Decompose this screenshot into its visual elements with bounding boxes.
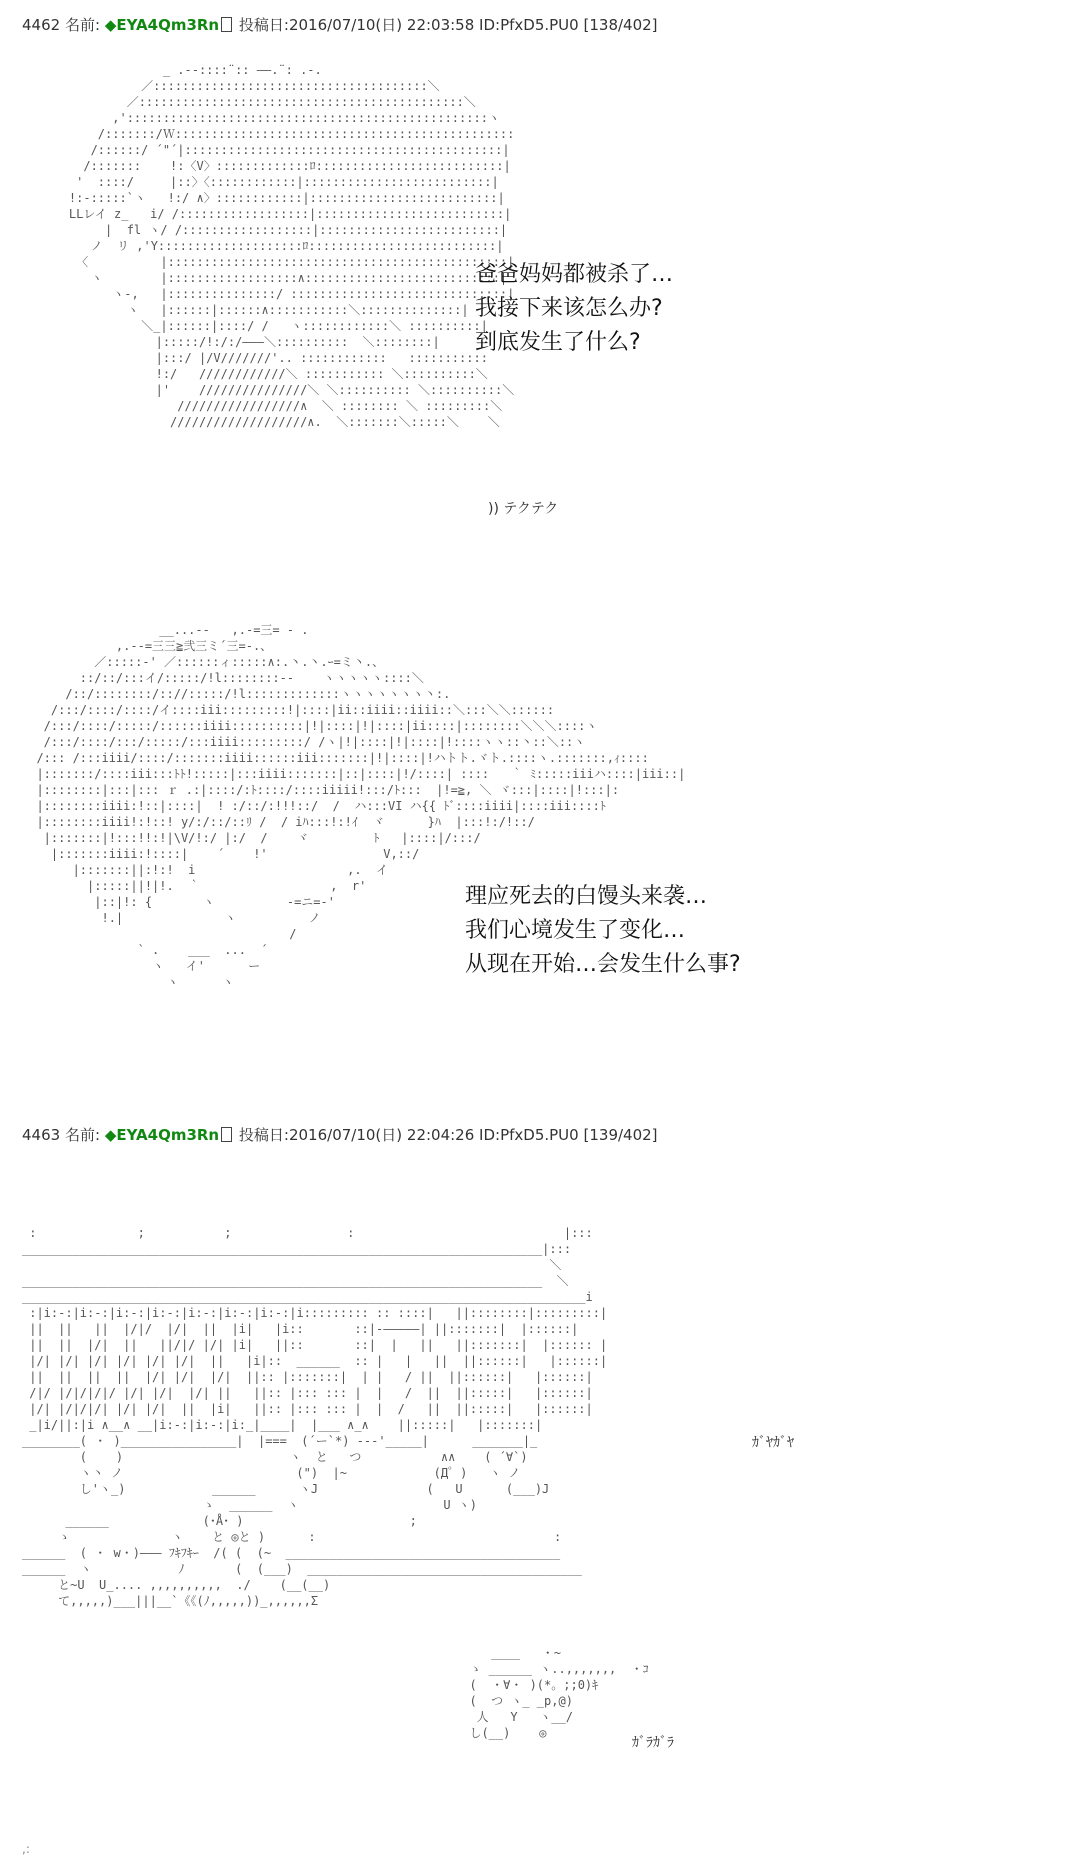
post-id: ID:PfxD5.PU0 (479, 1126, 579, 1144)
sfx-gayagaya: ｶﾞﾔｶﾞﾔ (752, 1435, 794, 1451)
narration-line: 从现在开始…会发生什么事? (465, 952, 741, 977)
post-date: 2016/07/10(日) 22:04:26 (288, 1126, 475, 1144)
narration-line: 我接下来该怎么办? (475, 296, 663, 321)
sfx-tekuteku: )) テクテク (488, 501, 559, 517)
poster-name[interactable]: ◆EYA4Qm3Rn (104, 16, 220, 34)
post-id: ID:PfxD5.PU0 (479, 16, 579, 34)
post-header-1 (22, 14, 658, 35)
narration-line: 我们心境发生了变化… (465, 918, 686, 943)
narration-block-1 (475, 258, 673, 360)
footer-mark: ,: (22, 1842, 30, 1856)
post-counter: [138/402] (583, 16, 658, 34)
post-number: 4463 (22, 1126, 61, 1144)
date-label: 投稿日: (238, 1126, 289, 1144)
name-label: 名前: (64, 16, 101, 34)
square-icon (221, 17, 232, 32)
name-label: 名前: (64, 1126, 101, 1144)
post-header-2 (22, 1124, 658, 1145)
poster-name[interactable]: ◆EYA4Qm3Rn (104, 1126, 220, 1144)
ascii-art-manjuu: __...-- ,.-=三= - . ,.-‐=三三≧弐三ミ´三=-.、 ／:::::-' ／::::::ィ:::::∧:.丶.丶.ｰ=ミ丶.、 ::/::/:::イ/:::::/!l::::::::-‐ ヽヽヽヽヽ::::＼ /::/::::::::/:://:::::/!l:::::::::::::ヽヽヽヽヽヽヽ丶:. /:::/::::/::::/イ::::iii:::::::::!|::::|ii::iiii::iiii::＼:::＼＼:::::: /:::/::::/:::::/::::::iiii::::::::::|!|::::|!|::::|ii::::|::::::::＼＼＼::::ヽ /:::/::::/:::/:::::/:::iiii:::::::::/ /ヽ|!|::::|!|::::|!::::ヽヽ::丶::＼::ヽ /::: /:::iiii/::::/:::::::iiii::::::iii:::::::|!|::::|!ハトト.ヾト.::::ヽ.:::::::,ｨ:::: |:::::::/::::iii:::ﾄﾄ!:::::|:::iiii:::::::|::|::::|!/::::| :::: ｀ ﾐ:::::iiiハ::::|iii::| |::::::::|:::|::: ｒ .:|::::/:ﾄ::::/::::iiiii!:::/ﾄ::: |!=≧, ＼ ヾ:::|::::|!:::|: |::::::::iiii:!::|::::| ! :/::/:!!!::/ / ハ:::VI ハ{{ ﾄﾞ::::iiii|::::iii::::ﾄ |::::::::iiii!:!::! y/:/::/::ﾘ / / iﾊ:::!:!ｲ ヾ }ﾊ |:::!:/!::/ |:::::::|!:::!!:!|\V/!:/ |:/ / ヾ ﾄ |::::|/:::/ |:::::::iiii:!::::| ´ !' V,::/ |:::::::||:!:! i ,. イ |:::::||!|!. ｀ , r' |::|!: { ヽ -=ニ=‐' !.| ヽ ノ / ` . ___ ... ´ ヽ イ' ー ヽ ヽ (36, 623, 686, 989)
narration-line: 理应死去的白馒头来袭… (465, 884, 708, 909)
sfx-garagara: ｶﾞﾗｶﾞﾗ (632, 1735, 674, 1751)
narration-line: 到底发生了什么? (475, 330, 641, 355)
narration-block-2 (465, 880, 741, 982)
ascii-art-town-scene: : ; ; : |::: ________________________________________________________________________|::: ＼ ________________________________________________________________________ ＼ ______________________________________________________________________________i :|i:-:|i:-:|i:-:|i:-:|i:-:|i:-:|i:-:|i::::::::: :: ::::| ||::::::::|:::::::::| || || || |/|/ |/| || |i| |i:: ::|‐―――――| ||:::::::| |::::::| || || |/| || ||/|/ |/| |i| ||:: ::| | || ||:::::::| |:::::: | |/| |/| |/| |/| |/| |/| || |i|:: ______ :: | | || ||::::::| |::::::| || || || || |/| |/| |/| ||:: |:::::::| | | / || ||::::::| |::::::| /|/ |/|/|/|/ |/| |/| |/| || ||:: |::: ::: | | / || ||:::::| |::::::| |/| |/|/|/| |/| |/| || |i| ||:: |::: ::: | | / || ||:::::| |::::::| _|i/||:|i ∧__∧ __|i:-:|i:-:|i:_|____| |___ ∧_∧ ||:::::| |:::::::| ________( ・ )________________| |=== (´ー`*) ---'_____| _______|_ ( ) ヽ と つ ∧∧ ( ´∀`) ヽ丶 ノ (") |~ (Д゜) ヽ ノ し'ヽ_) ______ ヽJ ( U (___)J ゝ ______ ヽ U ヽ) ______ (･Å･ ) ; ゝ ヽ と ◎と ) : : ______ ( ・ w・)――― ﾌｷﾌｷｰ /( ( (~ ______________________________________ ______ ヽ ﾉ ( (___) ______________________________________ と~U U_.... ,,,,,,,,,, ./ (__(__) て,,,,,)___|||__`《《(ﾉ,,,,,))_,,,,,,Σ (22, 1226, 608, 1608)
ascii-art-cart-manjuu: ____ ・~ ゝ ______ ヽ..,,,,,,, ・ｺ ( ・∀・ )(*。;;0)ｷ ( つ ヽ_ _p,@) 人 Y ヽ__/ し(__) ◎ (469, 1646, 649, 1740)
narration-line: 爸爸妈妈都被杀了… (475, 262, 674, 287)
post-date: 2016/07/10(日) 22:03:58 (288, 16, 475, 34)
ascii-art-character-back: _ .-‐::::¨:: ――.¨: .-. ／::::::::::::::::::::::::::::::::::::::＼ ／:::::::::::::::::::::::::::::::::::::::::::::＼ ,'::::::::::::::::::::::::::::::::::::::::::::::::::ヽ /:::::::/Ｗ::::::::::::::::::::::::::::::::::::::::::::::: /::::::/ ´"´|::::::::::::::::::::::::::::::::::::::::::::| /::::::: !:〈V〉:::::::::::::ﾛ::::::::::::::::::::::::::| ' ::::/ |::〉〈::::::::::::|::::::::::::::::::::::::::| !:‐:::::`ヽ !:/ ∧〉::::::::::::|::::::::::::::::::::::::::| LLレイ z_ i/ /::::::::::::::::::|::::::::::::::::::::::::::| | fl ヽ/ /::::::::::::::::::|:::::::::::::::::::::::::| ノ リ ,'Y::::::::::::::::::::ﾛ::::::::::::::::::::::::::| 〈 |:::::::::::::::::::::::::::::::::::::::::::::::| ヽ |::::::::::::::::::∧:::::::::::::::::::::::::::| ヽ-, |:::::::::::::::/ ::::::::::::::::::::::::::::::| ヽ |::::::|::::::∧:::::::::::＼::::::::::::::| ＼_|::::::|::::/ / ヽ::::::::::::＼ ::::::::::| |:::::/!:/:/―――＼:::::::::: ＼::::::::| |:::/ |/V///////'.. :::::::::::: ::::::::::: !:/ ////////////＼ ::::::::::: ＼::::::::::＼ |' ///////////////＼ ＼:::::::::: ＼::::::::::＼ /////////////////∧ ＼ :::::::: ＼ :::::::::＼ ///////////////////∧. ＼:::::::＼:::::＼ ＼ (68, 63, 515, 429)
date-label: 投稿日: (238, 16, 289, 34)
post-counter: [139/402] (583, 1126, 658, 1144)
post-number: 4462 (22, 16, 61, 34)
square-icon (221, 1127, 232, 1142)
